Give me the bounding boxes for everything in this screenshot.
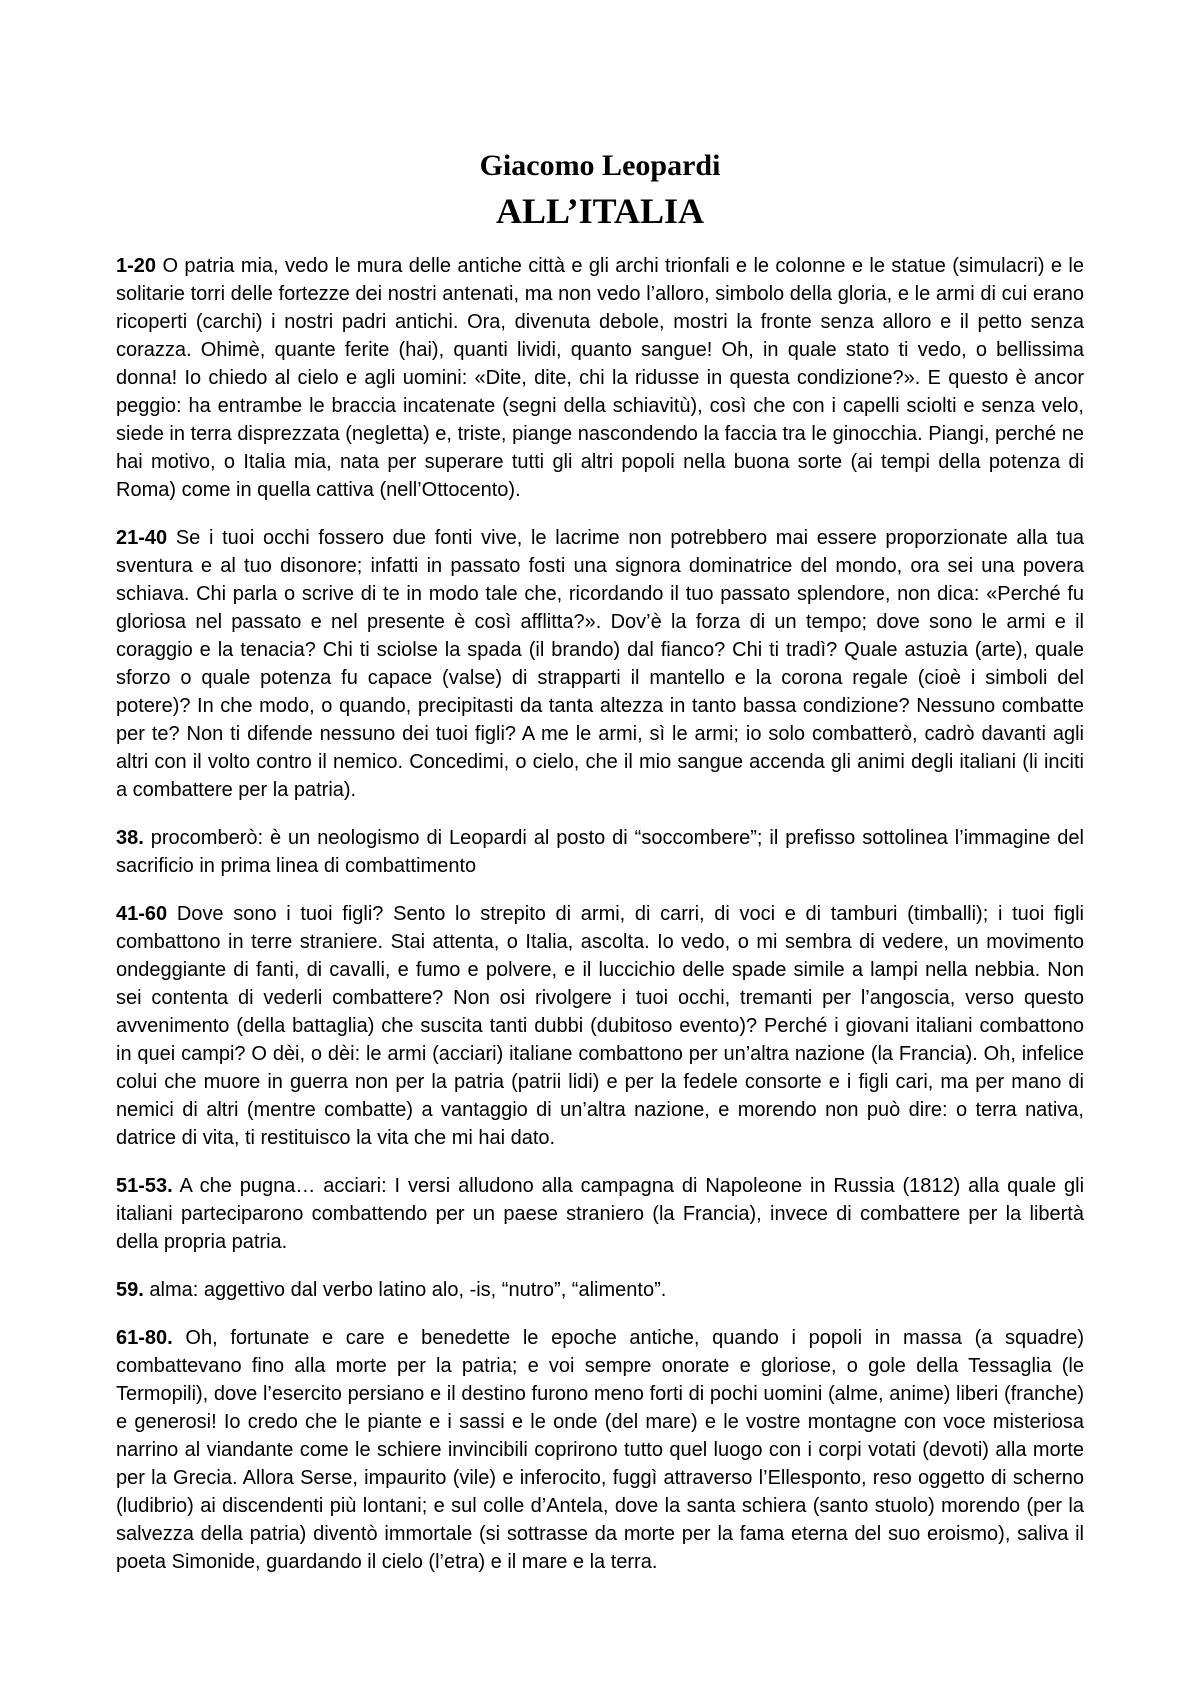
paragraph-text: A che pugna… acciari: I versi alludono alla campagna di Napoleone in Russia (1812) alla quale gli italiani parteciparono combattendo per un paese straniero (la Francia), invece di combattere per la libertà della propria patria. — [116, 1175, 1085, 1253]
verse-summary-41-60 — [116, 900, 1084, 1152]
paragraph-label: 38. — [116, 827, 144, 849]
author-name: Giacomo Leopardi — [479, 149, 721, 182]
paragraph-label: 41-60 — [116, 903, 168, 925]
paragraph-text: O patria mia, vedo le mura delle antiche città e gli archi trionfali e le colonne e le statue (simulacri) e le solitarie torri delle fortezze dei nostri antenati, ma non vedo l’alloro, simbolo della gloria, e le armi di cui erano ricoperti (carchi) i nostri padri antichi. Ora, divenuta debole, mostri la fronte senza alloro e il petto senza corazza. Ohimè, quante ferite (hai), quanti lividi, quanto sangue! Oh, in quale stato ti vedo, o bellissima donna! Io chiedo al cielo e agli uomini: «Dite, dite, chi la ridusse in questa condizione?». E questo è ancor peggio: ha entrambe le braccia incatenate (segni della schiavitù), così che con i capelli sciolti e senza velo, siede in terra disprezzata (negletta) e, triste, piange nascondendo la faccia tra le ginocchia. Piangi, perché ne hai motivo, o Italia mia, nata per superare tutti gli altri popoli nella buona sorte (ai tempi della potenza di Roma) come in quella cattiva (nell’Ottocento). — [116, 255, 1084, 501]
paragraph-text: Oh, fortunate e care e benedette le epoche antiche, quando i popoli in massa (a squadre) combattevano fino alla morte per la patria; e voi sempre onorate e gloriose, o gole della Tessaglia (le Termopili), dove l’esercito persiano e il destino furono meno forti di pochi uomini (alme, anime) liberi (franche) e generosi! Io credo che le piante e i sassi e le onde (del mare) e le vostre montagne con voce misteriosa narrino al viandante come le schiere invincibili coprirono tutto quel luogo con i corpi votati (devoti) alla morte per la Grecia. Allora Serse, impaurito (vile) e inferocito, fuggì attraverso l’Ellesponto, reso oggetto di scherno (ludibrio) ai discendenti più lontani; e sul colle d’Antela, dove la santa schiera (santo stuolo) morendo (per la salvezza della patria) diventò immortale (si sottrasse da morte per la fama eterna del suo eroismo), saliva il poeta Simonide, guardando il cielo (l’etra) e il mare e la terra. — [116, 1327, 1084, 1573]
paragraph-label: 51-53. — [116, 1175, 173, 1197]
verse-summary-1-20 — [116, 252, 1084, 504]
paragraph-text: alma: aggettivo dal verbo latino alo, -is, “nutro”, “alimento”. — [149, 1279, 667, 1301]
verse-summary-21-40 — [116, 524, 1084, 804]
paragraph-text: procomberò: è un neologismo di Leopardi al posto di “soccombere”; il prefisso sottolinea l’immagine del sacrificio in prima linea di combattimento — [116, 827, 1084, 877]
poem-title: ALL’ITALIA — [495, 191, 705, 231]
paragraph-label: 59. — [116, 1279, 144, 1301]
verse-summary-61-80 — [116, 1324, 1084, 1576]
paragraph-text: Se i tuoi occhi fossero due fonti vive, le lacrime non potrebbero mai essere proporzionate alla tua sventura e al tuo disonore; infatti in passato fosti una signora dominatrice del mondo, ora sei una povera schiava. Chi parla o scrive di te in modo tale che, ricordando il tuo passato splendore, non dica: «Perché fu gloriosa nel passato e nel presente è così afflitta?». Dov’è la forza di un tempo; dove sono le armi e il coraggio e la tenacia? Chi ti sciolse la spada (il brando) dal fianco? Chi ti tradì? Quale astuzia (arte), quale sforzo o quale potenza fu capace (valse) di strapparti il mantello e la corona regale (cioè i simboli del potere)? In che modo, o quando, precipitasti da tanta altezza in tanto bassa condizione? Nessuno combatte per te? Non ti difende nessuno dei tuoi figli? A me le armi, sì le armi; io solo combatterò, cadrò davanti agli altri con il volto contro il nemico. Concedimi, o cielo, che il mio sangue accenda gli animi degli italiani (li inciti a combattere per la patria). — [116, 527, 1084, 801]
note-59 — [116, 1276, 1084, 1304]
paragraph-text: Dove sono i tuoi figli? Sento lo strepito di armi, di carri, di voci e di tamburi (timballi); i tuoi figli combattono in terre straniere. Stai attenta, o Italia, ascolta. Io vedo, o mi sembra di vedere, un movimento ondeggiante di fanti, di cavalli, e fumo e polvere, e il luccichio delle spade simile a lampi nella nebbia. Non sei contenta di vederli combattere? Non osi rivolgere i tuoi occhi, tremanti per l’angoscia, verso questo avvenimento (della battaglia) che suscita tanti dubbi (dubitoso evento)? Perché i giovani italiani combattono in quei campi? O dèi, o dèi: le armi (acciari) italiane combattono per un’altra nazione (la Francia). Oh, infelice colui che muore in guerra non per la patria (patrii lidi) e per la fedele consorte e i figli cari, ma per mano di nemici di altri (mentre combatte) a vantaggio di un’altra nazione, e morendo non può dire: o terra nativa, datrice di vita, ti restituisco la vita che mi hai dato. — [116, 903, 1085, 1149]
note-51-53 — [116, 1172, 1084, 1256]
note-38 — [116, 824, 1084, 880]
paragraph-label: 61-80. — [116, 1327, 173, 1349]
paragraph-label: 1-20 — [116, 255, 157, 277]
paragraph-label: 21-40 — [116, 527, 168, 549]
